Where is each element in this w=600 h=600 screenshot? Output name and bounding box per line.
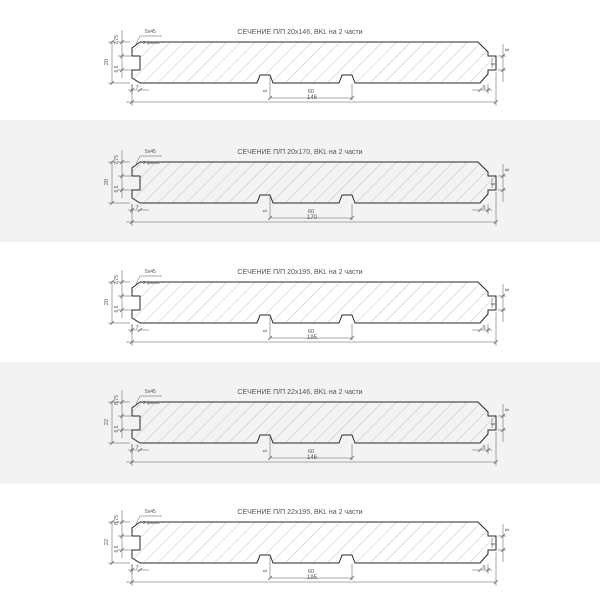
chamfer-note: 2 фаски (143, 160, 160, 165)
left-value: 7 (135, 565, 139, 571)
right-value: 6 (482, 325, 486, 331)
right-value: 6 (482, 85, 486, 91)
groove-depth-value: 5 (263, 449, 269, 453)
chamfer-value: 5х45 (145, 509, 156, 515)
section-drawing (104, 389, 511, 466)
tongue-width-value: 9 (505, 408, 511, 412)
upper-offset-value: 8,75 (114, 515, 120, 525)
thickness-value: 20 (104, 298, 110, 306)
section-drawing (104, 269, 511, 346)
lower-offset-value: 6,5 (114, 305, 120, 313)
tongue-width-value: 9 (505, 528, 511, 532)
section-drawing (104, 509, 511, 586)
section-drawing (104, 149, 511, 226)
lower-offset-value: 6,5 (114, 185, 120, 193)
groove-depth-value: 5 (263, 89, 269, 93)
upper-offset-value: 7,75 (114, 155, 120, 165)
left-value: 7 (135, 445, 139, 451)
tongue-width-value: 8 (505, 168, 511, 172)
left-value: 7 (135, 85, 139, 91)
section-title: СЕЧЕНИЕ П/П 20х195, BKL на 2 части (237, 269, 363, 276)
chamfer-note: 2 фаски (143, 400, 160, 405)
overall-width-value: 146 (306, 455, 318, 461)
chamfer-note: 2 фаски (143, 40, 160, 45)
overall-width-value: 195 (306, 335, 318, 341)
board-profile (132, 282, 496, 323)
right-value: 6 (482, 445, 486, 451)
board-profile (132, 402, 496, 443)
section-title: СЕЧЕНИЕ П/П 22х146, BKL на 2 части (237, 389, 363, 396)
tongue-width-value: 8 (505, 288, 511, 292)
tongue-height-value: 6 (491, 302, 497, 306)
chamfer-value: 5х45 (145, 149, 156, 155)
board-profile (132, 522, 496, 563)
groove-spacing-value: 60 (307, 89, 315, 95)
groove-depth-value: 5 (263, 329, 269, 333)
tongue-height-value: 6 (491, 62, 497, 66)
board-profile (132, 162, 496, 203)
upper-offset-value: 7,75 (114, 275, 120, 285)
groove-spacing-value: 60 (307, 329, 315, 335)
groove-depth-value: 5 (263, 209, 269, 213)
section-title: СЕЧЕНИЕ П/П 22х195, BKL на 2 части (237, 509, 363, 516)
section-title: СЕЧЕНИЕ П/П 20х170, BKL на 2 части (237, 149, 363, 156)
board-profile (132, 42, 496, 83)
groove-spacing-value: 60 (307, 449, 315, 455)
overall-width-value: 146 (306, 95, 318, 101)
right-value: 6 (482, 565, 486, 571)
chamfer-note: 2 фаски (143, 520, 160, 525)
chamfer-value: 5х45 (145, 29, 156, 35)
left-value: 7 (135, 325, 139, 331)
left-value: 7 (135, 205, 139, 211)
groove-depth-value: 5 (263, 569, 269, 573)
upper-offset-value: 8,75 (114, 395, 120, 405)
right-value: 6 (482, 205, 486, 211)
section-title: СЕЧЕНИЕ П/П 20х146, BKL на 2 части (237, 29, 363, 36)
tongue-width-value: 8 (505, 48, 511, 52)
groove-spacing-value: 60 (307, 209, 315, 215)
overall-width-value: 195 (306, 575, 318, 581)
overall-width-value: 170 (306, 215, 318, 221)
groove-spacing-value: 60 (307, 569, 315, 575)
lower-offset-value: 6,5 (114, 545, 120, 553)
chamfer-note: 2 фаски (143, 280, 160, 285)
thickness-value: 20 (104, 58, 110, 66)
lower-offset-value: 6,5 (114, 65, 120, 73)
chamfer-value: 5х45 (145, 389, 156, 395)
section-drawing (104, 29, 511, 106)
upper-offset-value: 7,75 (114, 35, 120, 45)
chamfer-value: 5х45 (145, 269, 156, 275)
thickness-value: 22 (104, 418, 110, 426)
thickness-value: 20 (104, 178, 110, 186)
lower-offset-value: 6,5 (114, 425, 120, 433)
tongue-height-value: 6 (491, 542, 497, 546)
tongue-height-value: 6 (491, 422, 497, 426)
tongue-height-value: 6 (491, 182, 497, 186)
thickness-value: 22 (104, 538, 110, 546)
